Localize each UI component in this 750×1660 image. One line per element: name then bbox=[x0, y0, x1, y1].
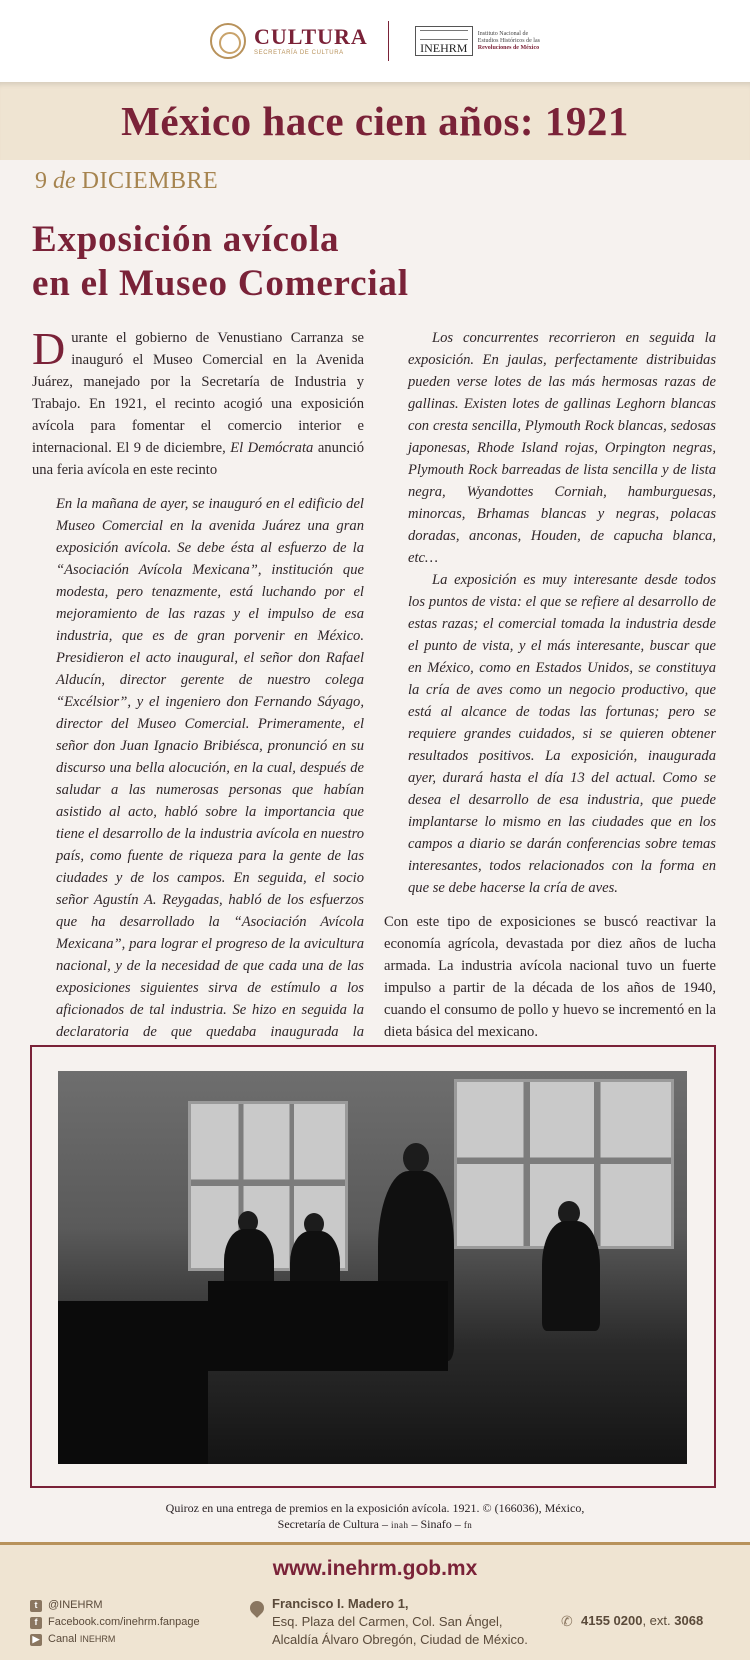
article-title bbox=[32, 218, 552, 306]
intro-text-a: urante el gobierno de Venustiano Carranza se inauguró el Museo Comercial en la Avenida Juárez, manejado por la Secretaría de Industria y Trabajo. En 1921, el recinto acogió una exposición avícola para fomentar el comercio interior e internacional. El 9 de diciembre, bbox=[32, 330, 364, 456]
right-column bbox=[384, 327, 716, 1043]
date-de: de bbox=[53, 168, 76, 194]
photo-caption bbox=[0, 1500, 750, 1533]
date-day: 9 bbox=[35, 168, 47, 194]
inehrm-line-2: Estudios Históricos de las bbox=[477, 37, 540, 44]
facebook-link[interactable] bbox=[30, 1614, 200, 1631]
drop-cap: D bbox=[32, 323, 66, 374]
quote-paragraph-2: La exposición es muy interesante desde todos los puntos de vista: el que se refiere al desarrollo de estas razas; el comercial tomada la industria desde el punto de vista, y el más interesante, buscar que en México, como en Estados Unidos, se constituya la cría de aves como un negocio productivo, que está al alcance de todas las fortunas; pero se requiere grandes cuidados, si se quieren obtener resultados positivos. La exposición, inaugurada ayer, durará hasta el día 13 del actual. Como se desea el desarrollo de esa industria, que puede implantarse lo mismo en las ciudades que en los campos a diario se darán conferencias sobre temas interesantes, todos relacionados con la forma en que se debe hacerse la cría de aves. bbox=[408, 572, 716, 896]
date-month: DICIEMBRE bbox=[81, 168, 219, 194]
caption-inah: inah bbox=[390, 1520, 409, 1530]
title-band bbox=[0, 82, 750, 160]
twitter-handle: @INEHRM bbox=[48, 1599, 103, 1611]
cultura-logo[interactable] bbox=[210, 23, 368, 59]
address bbox=[254, 1595, 528, 1649]
newspaper-name: El Demócrata bbox=[230, 440, 314, 456]
phone-number: 4155 0200 bbox=[581, 1613, 643, 1628]
left-column bbox=[32, 323, 365, 1065]
page-title: México hace cien años: 1921 bbox=[121, 98, 629, 144]
caption-line-1: Quiroz en una entrega de premios en la exposición avícola. 1921. © (166036), México, bbox=[165, 1501, 585, 1515]
inehrm-name: INEHRM bbox=[420, 41, 468, 55]
inehrm-line-1: Instituto Nacional de bbox=[477, 30, 529, 37]
seated-man-3 bbox=[542, 1221, 600, 1331]
article-title-line-1: Exposición avícola bbox=[32, 219, 340, 260]
facebook-icon: f bbox=[30, 1617, 42, 1629]
historic-photo bbox=[58, 1071, 687, 1464]
intro-text-b: anunció una feria avícola en este recinto bbox=[32, 440, 365, 478]
seal-icon bbox=[210, 23, 246, 59]
intro-paragraph bbox=[32, 323, 365, 481]
caption-line-2 bbox=[0, 1516, 750, 1533]
youtube-name: INEHRM bbox=[79, 1634, 116, 1644]
cultura-subtitle: SECRETARÍA DE CULTURA bbox=[254, 50, 344, 56]
phone-ext: 3068 bbox=[674, 1613, 704, 1628]
inehrm-logo[interactable] bbox=[415, 26, 540, 56]
phone[interactable] bbox=[561, 1613, 703, 1628]
address-street: Francisco I. Madero 1, bbox=[272, 1596, 409, 1611]
table bbox=[208, 1281, 448, 1371]
date bbox=[35, 168, 218, 195]
footer bbox=[0, 1542, 750, 1660]
inehrm-line-3: Revoluciones de México bbox=[477, 44, 540, 51]
social-links bbox=[30, 1597, 200, 1648]
standing-man-head bbox=[403, 1143, 429, 1173]
cultura-name: CULTURA bbox=[254, 24, 368, 49]
youtube-prefix: Canal bbox=[48, 1633, 77, 1645]
header-divider bbox=[388, 21, 389, 61]
address-line-2: Esq. Plaza del Carmen, Col. San Ángel, bbox=[272, 1614, 503, 1629]
twitter-link[interactable] bbox=[30, 1597, 200, 1614]
photo-frame bbox=[30, 1045, 716, 1488]
website-link[interactable]: www.inehrm.gob.mx bbox=[272, 1557, 478, 1580]
twitter-icon: t bbox=[30, 1600, 42, 1612]
header bbox=[0, 0, 750, 82]
youtube-icon: ▶ bbox=[30, 1634, 42, 1646]
address-line-3: Alcaldía Álvaro Obregón, Ciudad de México. bbox=[272, 1632, 528, 1647]
facebook-url: Facebook.com/inehrm.fanpage bbox=[48, 1616, 200, 1628]
phone-ext-label: , ext. bbox=[642, 1613, 671, 1628]
building-icon bbox=[415, 26, 473, 56]
caption-line-2-a: Secretaría de Cultura – bbox=[277, 1517, 388, 1531]
youtube-link[interactable] bbox=[30, 1631, 200, 1648]
caption-line-2-b: – Sinafo – bbox=[411, 1517, 461, 1531]
quote-block-left: En la mañana de ayer, se inauguró en el edificio del Museo Comercial en la avenida Juárez una gran exposición avícola. Se debe ésta al esfuerzo de la “Asociación Avícola Mexicana”, institución que modesta, pero tenazmente, está luchando por el mejoramiento de las razas y el impulso de esa industria, que es de gran porvenir en México. Presidieron el acto inaugural, el señor don Rafael Alducín, director gerente de nuestro colega “Excélsior”, y el ingeniero don Fernando Sáyago, director del Museo Comercial. Primeramente, el señor don Juan Ignacio Bribiésca, pronunció en su discurso una bella alocución, en la cual, después de saludar a las numerosas personas que habían asistido al acto, habló sobre la importancia que tiene el desarrollo de la industria avícola en nuestro país, como fuente de riqueza para la gente de las ciudades y de los campos. En seguida, el socio señor Agustín A. Reygadas, habló de los esfuerzos que ha desarrollado la “Asociación Avícola Mexicana”, para lograr el progreso de la avicultura nacional, y de la necesidad de que cada una de las exposiciones siguientes sirva de estímulo a los aficionados de tal industria. Se hizo en seguida la declaratoria de que quedaba inaugurada la bbox=[56, 496, 364, 1040]
foreground-cabinet bbox=[58, 1301, 208, 1464]
quote-paragraph-1: Los concurrentes recorrieron en seguida la exposición. En jaulas, perfectamente distribuidas pueden verse lotes de las más hermosas razas de gallinas. Existen lotes de gallinas Leghorn blancas con cresta sencilla, Plymouth Rock blancas, sedosas japonesas, Rhode Island rojas, Orpington negras, Plymouth Rock barreadas de lista sencilla y de lista negra, Wyandottes Corniah, hamburguesas, minorcas, Brhamas blancas y negras, polacas doradas, anconas, Houden, de capucha blanca, etc… bbox=[408, 330, 716, 566]
closing-paragraph: Con este tipo de exposiciones se buscó reactivar la economía agrícola, devastada por diez años de lucha armada. La industria avícola nacional tuvo un fuerte impulso a partir de la década de los años de 1940, cuando el consumo de pollo y huevo se incrementó en la dieta básica del mexicano. bbox=[384, 914, 716, 1040]
article-title-line-2: en el Museo Comercial bbox=[32, 263, 409, 304]
caption-fn: fn bbox=[463, 1520, 473, 1530]
phone-icon: ✆ bbox=[561, 1612, 573, 1629]
